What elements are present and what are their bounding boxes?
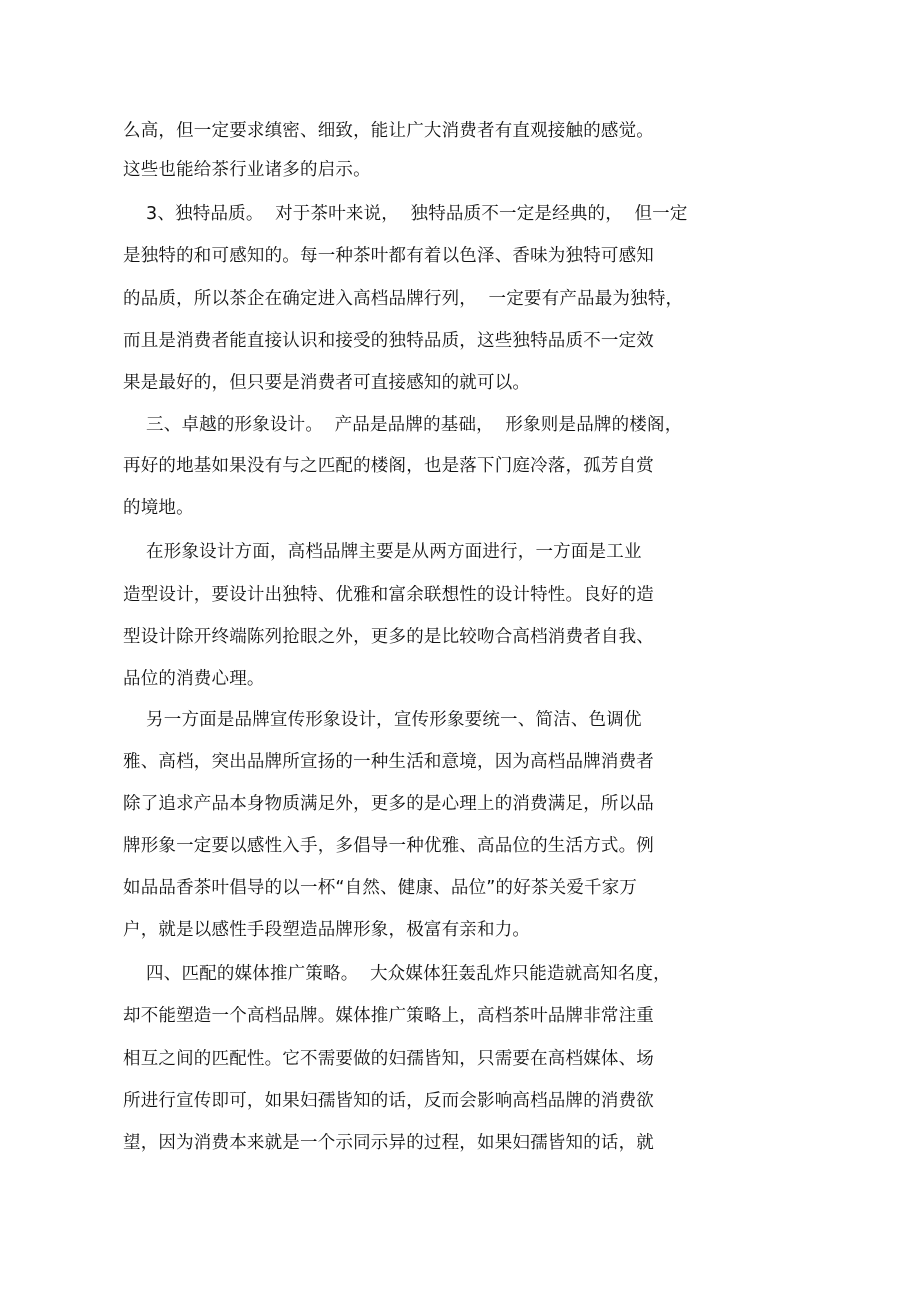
text-line: 造型设计，要设计出独特、优雅和富余联想性的设计特性。良好的造 bbox=[123, 585, 654, 605]
text-line: 却不能塑造一个高档品牌。媒体推广策略上，高档茶叶品牌非常注重 bbox=[123, 1006, 654, 1026]
text-line: 的品质，所以茶企在确定进入高档品牌行列， 一定要有产品最为独特， bbox=[123, 289, 684, 309]
text-line: 雅、高档，突出品牌所宣扬的一种生活和意境，因为高档品牌消费者 bbox=[123, 752, 654, 772]
text-line: 3、独特品质。 对于茶叶来说， 独特品质不一定是经典的， 但一定 bbox=[123, 204, 688, 224]
text-line: 除了追求产品本身物质满足外，更多的是心理上的消费满足，所以品 bbox=[123, 794, 654, 814]
text-line: 户，就是以感性手段塑造品牌形象，极富有亲和力。 bbox=[123, 920, 531, 940]
text-line: 所进行宣传即可，如果妇孺皆知的话，反而会影响高档品牌的消费欲 bbox=[123, 1091, 654, 1111]
text-line: 另一方面是品牌宣传形象设计，宣传形象要统一、简洁、色调优 bbox=[123, 710, 642, 730]
text-line: 如品品香茶叶倡导的以一杯“自然、健康、品位”的好茶关爱千家万 bbox=[123, 878, 638, 898]
text-line: 品位的消费心理。 bbox=[123, 669, 265, 689]
text-line: 么高，但一定要求缜密、细致，能让广大消费者有直观接触的感觉。 bbox=[123, 121, 654, 141]
text-line: 而且是消费者能直接认识和接受的独特品质，这些独特品质不一定效 bbox=[123, 331, 654, 351]
text-line: 果是最好的，但只要是消费者可直接感知的就可以。 bbox=[123, 373, 531, 393]
text-line: 三、卓越的形象设计。 产品是品牌的基础， 形象则是品牌的楼阁， bbox=[123, 415, 683, 435]
text-line: 是独特的和可感知的。每一种茶叶都有着以色泽、香味为独特可感知 bbox=[123, 246, 654, 266]
text-line: 型设计除开终端陈列抢眼之外，更多的是比较吻合高档消费者自我、 bbox=[123, 627, 654, 647]
text-line: 这些也能给茶行业诸多的启示。 bbox=[123, 160, 371, 180]
text-line: 相互之间的匹配性。它不需要做的妇孺皆知，只需要在高档媒体、场 bbox=[123, 1049, 654, 1069]
text-line: 牌形象一定要以感性入手，多倡导一种优雅、高品位的生活方式。例 bbox=[123, 836, 654, 856]
text-line: 四、匹配的媒体推广策略。 大众媒体狂轰乱炸只能造就高知名度， bbox=[123, 964, 671, 984]
text-line: 望，因为消费本来就是一个示同示异的过程，如果妇孺皆知的话，就 bbox=[123, 1133, 654, 1153]
text-line: 在形象设计方面，高档品牌主要是从两方面进行，一方面是工业 bbox=[123, 542, 642, 562]
text-line: 的境地。 bbox=[123, 498, 194, 518]
text-line: 再好的地基如果没有与之匹配的楼阁，也是落下门庭冷落，孤芳自赏 bbox=[123, 456, 654, 476]
